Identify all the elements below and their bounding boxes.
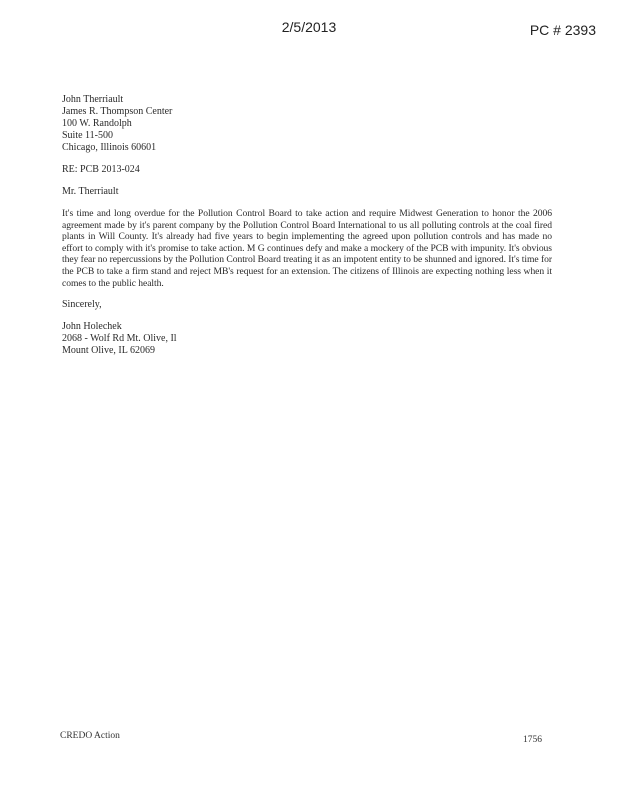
sender-address xyxy=(62,321,552,357)
recipient-name: John Therriault xyxy=(62,94,124,105)
letter-body xyxy=(62,94,552,357)
closing: Sincerely, xyxy=(62,299,102,311)
recipient-address-line: Suite 11-500 xyxy=(62,130,114,141)
letter-paragraph: It's time and long overdue for the Pollution Control Board to take action and require Midwest Generation to honor the 2006 agreement made by it's parent company by the Pollution Control Board International to us all polluting controls at the coal fired plants in Will County. It's already had five years to begin implementing the agreed upon pollution controls and has made no effort to comply with it's promise to take action. M G continues defy and make a mockery of the PCB with impunity. It's obvious they fear no repercussions by the Pollution Control Board treating it as an impotent entity to be shunned and ignored. It's time for the PCB to take a firm stand and reject MB's request for an extension. The citizens of Illinois are expecting nothing less when it comes to the public health. xyxy=(62,208,552,289)
recipient-address-line: James R. Thompson Center xyxy=(62,106,173,117)
header-date: 2/5/2013 xyxy=(281,19,337,35)
footer-organization: CREDO Action xyxy=(60,731,120,741)
sender-address-line: Mount Olive, IL 62069 xyxy=(62,345,155,357)
recipient-address-line: Chicago, Illinois 60601 xyxy=(62,142,157,153)
reference-line: RE: PCB 2013-024 xyxy=(62,164,140,175)
recipient-address-line: 100 W. Randolph xyxy=(62,118,132,129)
sender-address-line: 2068 - Wolf Rd Mt. Olive, Il xyxy=(62,333,177,345)
public-comment-number: PC # 2393 xyxy=(529,22,596,38)
salutation: Mr. Therriault xyxy=(62,186,119,197)
sender-name: John Holechek xyxy=(62,321,122,333)
recipient-address xyxy=(62,94,552,154)
footer-page-number: 1756 xyxy=(523,735,542,745)
